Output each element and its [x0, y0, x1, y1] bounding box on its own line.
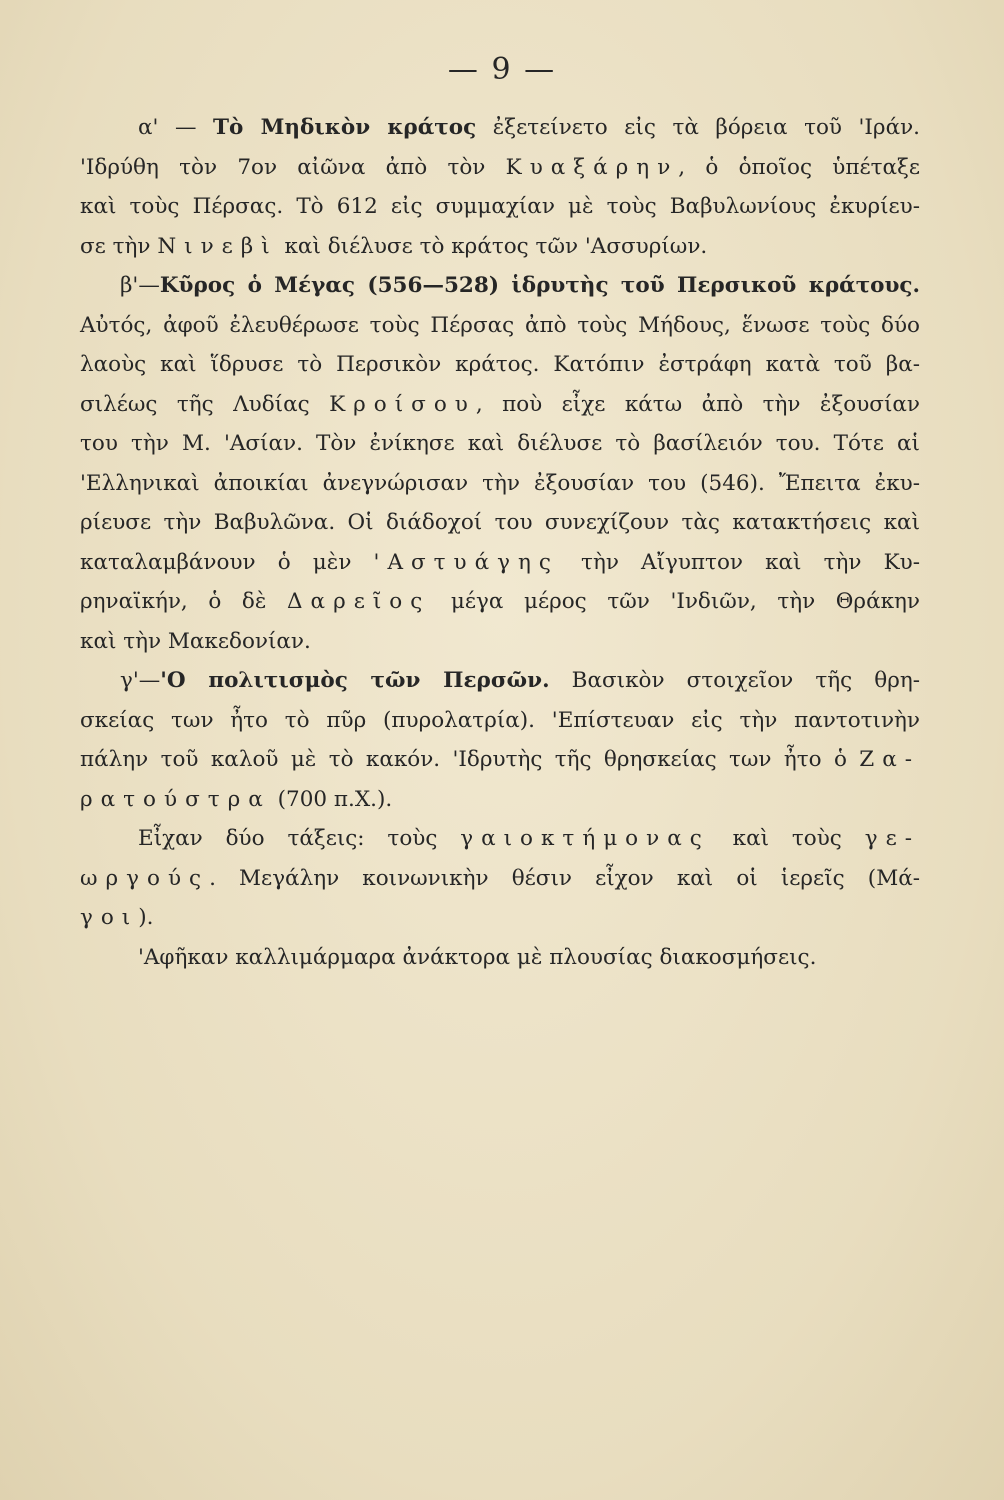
section-heading: Τὸ Μηδικὸν κράτος — [213, 115, 477, 140]
text-line: σιλέως τῆς Λυδίας Κροίσου, ποὺ εἶχε κάτω ἀπὸ τὴν ἐξουσίαν — [80, 391, 920, 417]
text-line: γοι). — [80, 905, 154, 930]
section-heading: Κῦρος ὁ Μέγας (556—528) ἱδρυτὴς τοῦ Περσικοῦ κράτους. — [159, 273, 920, 298]
text-line: Εἶχαν δύο τάξεις: τοὺς γαιοκτήμονας καὶ τοὺς γε- — [138, 826, 920, 851]
section-heading: 'Ο πολιτισμὸς τῶν Περσῶν. — [160, 668, 550, 693]
spaced-name: ωργούς — [80, 865, 210, 891]
spaced-name: 'Αστυάγης — [373, 549, 559, 575]
spaced-name: Κροίσου — [329, 391, 476, 417]
text-line: 'Αφῆκαν καλλιμάρμαρα ἀνάκτορα μὲ πλουσίας διακοσμήσεις. — [138, 944, 817, 970]
text-line: ρατούστρα (700 π.Χ.). — [80, 786, 393, 812]
text-line: 'Ιδρύθη τὸν 7ον αἰῶνα ἀπὸ τὸν Κυαξάρην, ὁ ὁποῖος ὑπέταξε — [80, 154, 921, 180]
text-line: σκείας των ἦτο τὸ πῦρ (πυρολατρία). 'Επίστευαν εἰς τὴν παντοτινὴν — [80, 707, 920, 733]
text-line: καὶ τοὺς Πέρσας. Τὸ 612 εἰς συμμαχίαν μὲ τοὺς Βαβυλωνίους ἐκυρίευ- — [80, 194, 920, 219]
paragraph-cyrus — [80, 266, 920, 661]
text-line: σε τὴν Νινεβὶ καὶ διέλυσε τὸ κράτος τῶν 'Ασσυρίων. — [80, 233, 708, 259]
spaced-name: ρατούστρα — [80, 786, 271, 812]
text-line: β'—Κῦρος ὁ Μέγας (556—528) ἱδρυτὴς τοῦ Περσικοῦ κράτους. — [120, 273, 920, 298]
text-line: ωργούς. Μεγάλην κοινωνικὴν θέσιν εἶχον καὶ οἱ ἱερεῖς (Μά- — [80, 865, 920, 891]
spaced-name: Κυαξάρην — [505, 154, 679, 180]
text-line: του τὴν Μ. 'Ασίαν. Τὸν ἐνίκησε καὶ διέλυσε τὸ βασίλειόν του. Τότε αἱ — [80, 431, 920, 456]
spaced-name: γοι — [80, 905, 139, 930]
page-text — [80, 108, 920, 977]
paragraph-persian-culture — [80, 661, 920, 977]
paragraph-median-kingdom — [80, 108, 920, 266]
spaced-name: Δαρεῖος — [287, 589, 431, 614]
text-line: γ'—'Ο πολιτισμὸς τῶν Περσῶν. Βασικὸν στοιχεῖον τῆς θρη- — [120, 668, 920, 693]
text-line: ρηναϊκήν, ὁ δὲ Δαρεῖος μέγα μέρος τῶν 'Ινδιῶν, τὴν Θράκην — [80, 589, 920, 614]
page-number: — 9 — — [447, 52, 557, 87]
text-line: λαοὺς καὶ ἵδρυσε τὸ Περσικὸν κράτος. Κατόπιν ἐστράφη κατὰ τοῦ βα- — [80, 352, 920, 377]
text-line: καταλαμβάνουν ὁ μὲν 'Αστυάγης τὴν Αἴγυπτον καὶ τὴν Κυ- — [80, 549, 921, 575]
text-line: πάλην τοῦ καλοῦ μὲ τὸ κακόν. 'Ιδρυτὴς τῆς θρησκείας των ἦτο ὁ Ζα- — [80, 747, 920, 772]
text-line: 'Ελληνικαὶ ἀποικίαι ἀνεγνώρισαν τὴν ἐξουσίαν του (546). Ἔπειτα ἐκυ- — [80, 470, 920, 496]
text-line: καὶ τὴν Μακεδονίαν. — [80, 628, 311, 654]
text-line: α' — Τὸ Μηδικὸν κράτος ἐξετείνετο εἰς τὰ βόρεια τοῦ 'Ιράν. — [138, 115, 920, 140]
text-line: Αὐτός, ἀφοῦ ἐλευθέρωσε τοὺς Πέρσας ἀπὸ τοὺς Μήδους, ἕνωσε τοὺς δύο — [80, 312, 920, 338]
text-line: ρίευσε τὴν Βαβυλῶνα. Οἱ διάδοχοί του συνεχίζουν τὰς κατακτήσεις καὶ — [80, 510, 920, 535]
spaced-name: Νινεβὶ — [157, 233, 278, 259]
spaced-name: γε- — [864, 826, 920, 851]
spaced-name: Ζα- — [859, 747, 920, 772]
spaced-name: γαιοκτήμονας — [460, 826, 710, 851]
